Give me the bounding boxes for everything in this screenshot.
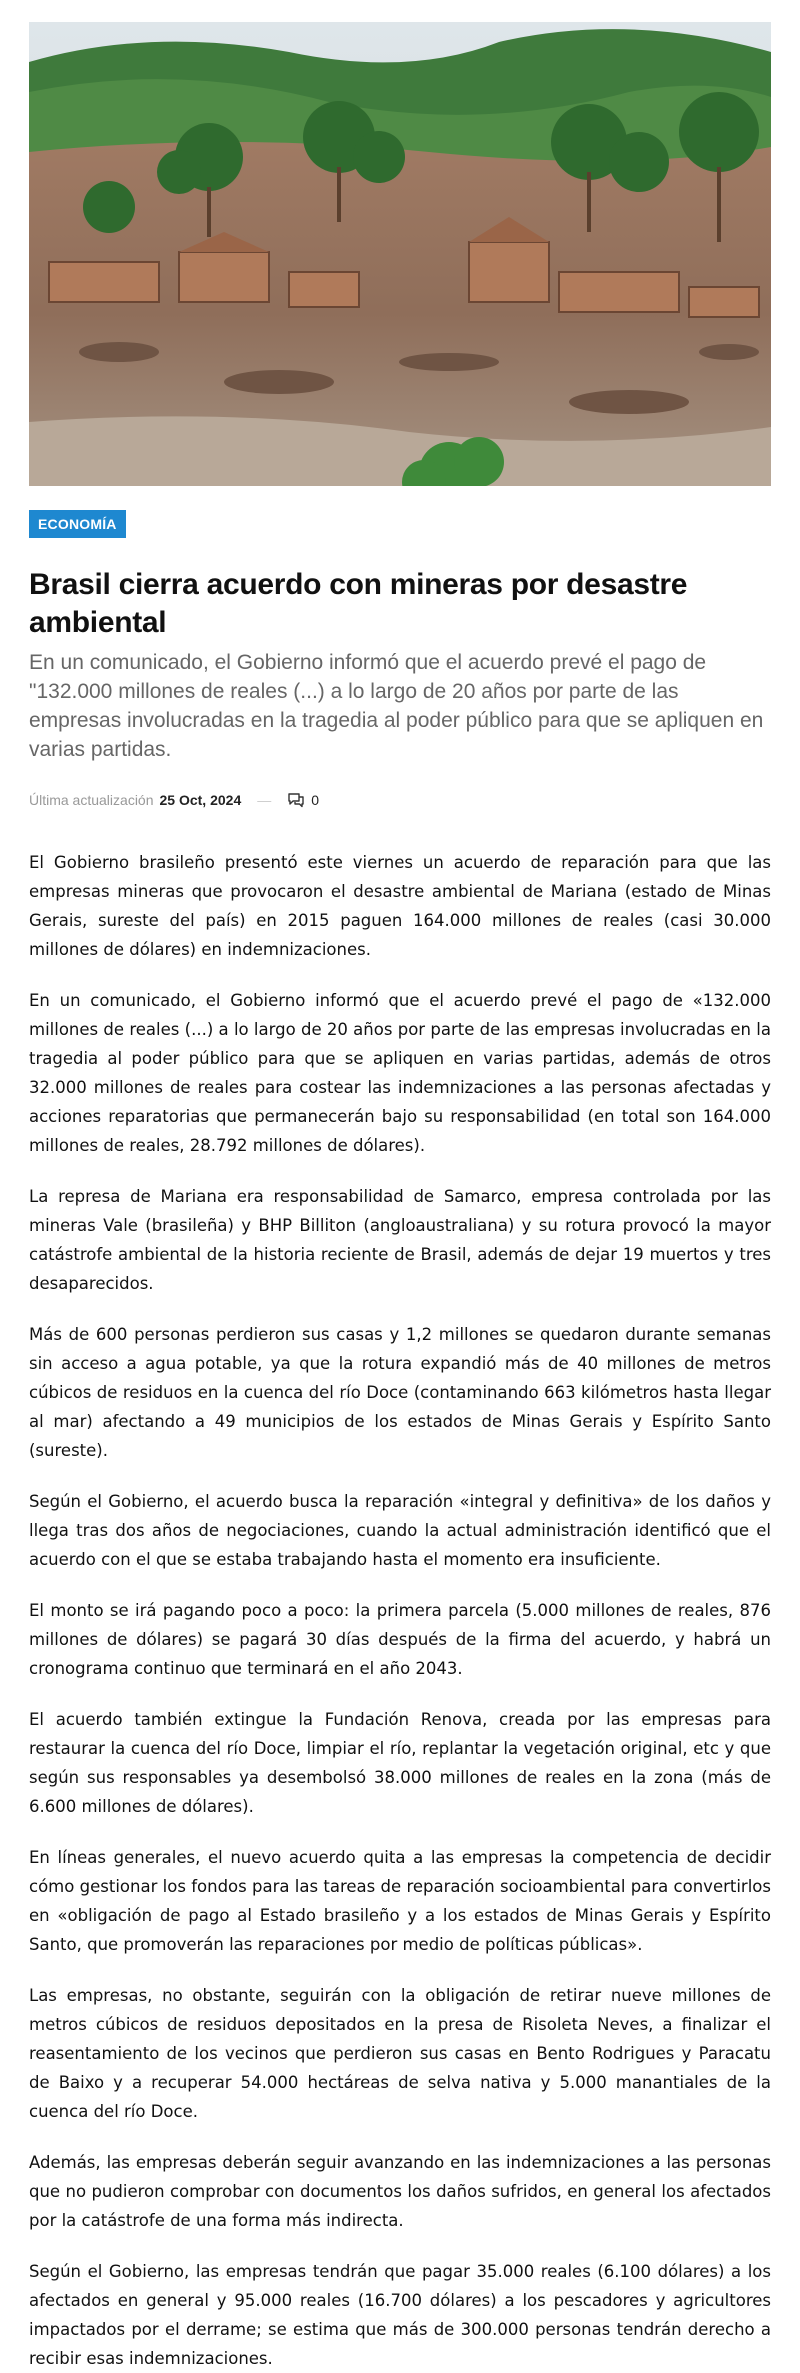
article-paragraph: Más de 600 personas perdieron sus casas y 1,2 millones se quedaron durante semanas sin acceso a agua potable, ya que la rotura expandió más de 40 millones de metros cúbicos de residuos en la cuenca del río Doce (contaminando 663 kilómetros hasta llegar al mar) afectando a 49 municipios de los estados de Minas Gerais y Espírito Santo (sureste). — [29, 1325, 771, 1460]
article-paragraph: El monto se irá pagando poco a poco: la primera parcela (5.000 millones de reales, 876 millones de dólares) se pagará 30 días después de la firma del acuerdo, y habrá un cronograma continuo que terminará en el año 2043. — [29, 1601, 771, 1678]
article-subtitle: En un comunicado, el Gobierno informó que el acuerdo prevé el pago de "132.000 millones de reales (...) a lo largo de 20 años por parte de las empresas involucradas en la tragedia al poder público para que se apliquen en varias partidas. — [29, 651, 764, 761]
article-paragraph: El Gobierno brasileño presentó este viernes un acuerdo de reparación para que las empresas mineras que provocaron el desastre ambiental de Mariana (estado de Minas Gerais, sureste del país) en 2015 paguen 164.000 millones de reales (casi 30.000 millones de dólares) en indemnizaciones. — [29, 853, 771, 959]
comments-count: 0 — [311, 792, 320, 808]
article-paragraph: En líneas generales, el nuevo acuerdo quita a las empresas la competencia de decidir cómo gestionar los fondos para las tareas de reparación socioambiental para convertirlos en «obligación de pago al Estado brasileño y a los estados de Minas Gerais y Espírito Santo, que promoverán las reparaciones por medio de políticas públicas». — [29, 1848, 771, 1954]
article-paragraph: Las empresas, no obstante, seguirán con la obligación de retirar nueve millones de metros cúbicos de residuos depositados en la presa de Risoleta Neves, a finalizar el reasentamiento de los vecinos que perdieron sus casas en Bento Rodrigues y Paracatu de Baixo y a recuperar 54.000 hectáreas de selva nativa y 5.000 manantiales de la cuenca del río Doce. — [29, 1986, 771, 2121]
article-meta — [29, 790, 771, 810]
article-paragraph: El acuerdo también extingue la Fundación Renova, creada por las empresas para restaurar la cuenca del río Doce, limpiar el río, replantar la vegetación original, etc y que según sus responsables ya desembolsó 38.000 millones de reales en la zona (más de 6.600 millones de dólares). — [29, 1710, 771, 1816]
article-title: Brasil cierra acuerdo con mineras por desastre ambiental — [29, 568, 688, 639]
updated-label: Última actualización — [29, 792, 154, 808]
article-container — [29, 22, 771, 2373]
article-paragraph: En un comunicado, el Gobierno informó que el acuerdo prevé el pago de «132.000 millones de reales (...) a lo largo de 20 años por parte de las empresas involucradas en la tragedia al poder público para que se apliquen en varias partidas, además de otros 32.000 millones de reales para costear las indemnizaciones a las personas afectadas y acciones reparatorias que permanecerán bajo su responsabilidad (en total son 164.000 millones de reales, 28.792 millones de dólares). — [29, 991, 771, 1155]
article-paragraph: Además, las empresas deberán seguir avanzando en las indemnizaciones a las personas que no pudieron comprobar con documentos los daños sufridos, en general los afectados por la catástrofe de una forma más indirecta. — [29, 2153, 771, 2230]
comments-icon — [287, 792, 305, 808]
article-paragraph: La represa de Mariana era responsabilidad de Samarco, empresa controlada por las mineras Vale (brasileña) y BHP Billiton (angloaustraliana) y su rotura provocó la mayor catástrofe ambiental de la historia reciente de Brasil, además de dejar 19 muertos y tres desaparecidos. — [29, 1187, 771, 1293]
article-body — [29, 848, 771, 2373]
updated-date: 25 Oct, 2024 — [159, 792, 242, 808]
comments-link[interactable] — [287, 792, 319, 808]
mudslide-photo-icon — [29, 22, 771, 486]
hero-image — [29, 22, 771, 486]
meta-separator: — — [257, 792, 272, 808]
article-paragraph: Según el Gobierno, el acuerdo busca la reparación «integral y definitiva» de los daños y llega tras dos años de negociaciones, cuando la actual administración identificó que el acuerdo con el que se estaba trabajando hasta el momento era insuficiente. — [29, 1492, 771, 1569]
category-badge[interactable]: ECONOMÍA — [29, 510, 126, 538]
article-paragraph: Según el Gobierno, las empresas tendrán que pagar 35.000 reales (6.100 dólares) a los afectados en general y 95.000 reales (16.700 dólares) a los pescadores y agricultores impactados por el derrame; se estima que más de 300.000 personas tendrán derecho a recibir esas indemnizaciones. — [29, 2262, 771, 2368]
